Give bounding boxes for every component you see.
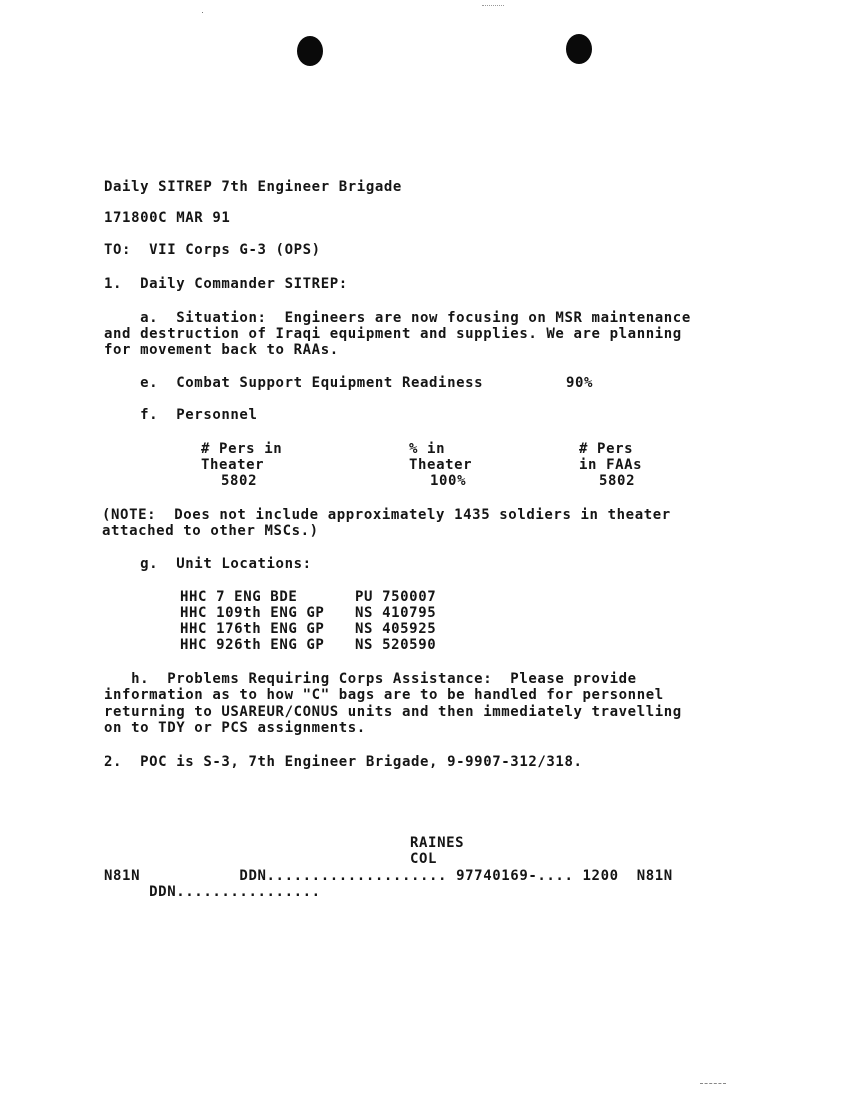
problems-line: returning to USAREUR/CONUS units and then immediately travelling xyxy=(104,704,682,720)
personnel-value: 100% xyxy=(430,473,467,489)
date-time-group: 171800C MAR 91 xyxy=(104,210,231,226)
readiness-value: 90% xyxy=(566,375,594,391)
personnel-value: 5802 xyxy=(221,473,258,489)
unit-name: HHC 926th ENG GP xyxy=(180,637,325,653)
addressee-line: TO: VII Corps G-3 (OPS) xyxy=(104,242,321,258)
unit-locations-heading: g. Unit Locations: xyxy=(104,556,312,572)
personnel-col-header: Theater xyxy=(201,457,265,473)
personnel-col-header: % in xyxy=(409,441,446,457)
readiness-label: e. Combat Support Equipment Readiness xyxy=(104,375,484,391)
unit-grid: NS 410795 xyxy=(355,605,437,621)
personnel-col-header: Theater xyxy=(409,457,473,473)
document-title: Daily SITREP 7th Engineer Brigade xyxy=(104,179,402,195)
personnel-col-header: # Pers in xyxy=(201,441,283,457)
scan-speck xyxy=(482,5,504,7)
scan-speck xyxy=(700,1083,726,1085)
unit-grid: PU 750007 xyxy=(355,589,437,605)
personnel-heading: f. Personnel xyxy=(104,407,258,423)
problems-line: on to TDY or PCS assignments. xyxy=(104,720,366,736)
punch-hole xyxy=(297,36,323,66)
personnel-col-header: in FAAs xyxy=(579,457,643,473)
unit-name: HHC 176th ENG GP xyxy=(180,621,325,637)
unit-name: HHC 7 ENG BDE xyxy=(180,589,298,605)
unit-grid: NS 520590 xyxy=(355,637,437,653)
punch-hole xyxy=(566,34,592,64)
signature-rank: COL xyxy=(410,851,438,867)
unit-grid: NS 405925 xyxy=(355,621,437,637)
routing-line: DDN................ xyxy=(104,884,321,900)
unit-name: HHC 109th ENG GP xyxy=(180,605,325,621)
situation-line: for movement back to RAAs. xyxy=(104,342,339,358)
note-line: attached to other MSCs.) xyxy=(102,523,319,539)
signature-name: RAINES xyxy=(410,835,465,851)
scan-speck xyxy=(202,12,203,13)
note-line: (NOTE: Does not include approximately 1435 soldiers in theater xyxy=(102,507,671,523)
personnel-value: 5802 xyxy=(599,473,636,489)
section-1-heading: 1. Daily Commander SITREP: xyxy=(104,276,348,292)
problems-line: information as to how "C" bags are to be handled for personnel xyxy=(104,687,664,703)
problems-line: h. Problems Requiring Corps Assistance: Please provide xyxy=(104,671,637,687)
situation-line: and destruction of Iraqi equipment and supplies. We are planning xyxy=(104,326,682,342)
situation-line: a. Situation: Engineers are now focusing on MSR maintenance xyxy=(104,310,691,326)
personnel-col-header: # Pers xyxy=(579,441,634,457)
routing-line: N81N DDN.................... 97740169-.... 1200 N81N xyxy=(104,868,673,884)
section-2-poc: 2. POC is S-3, 7th Engineer Brigade, 9-9907-312/318. xyxy=(104,754,583,770)
